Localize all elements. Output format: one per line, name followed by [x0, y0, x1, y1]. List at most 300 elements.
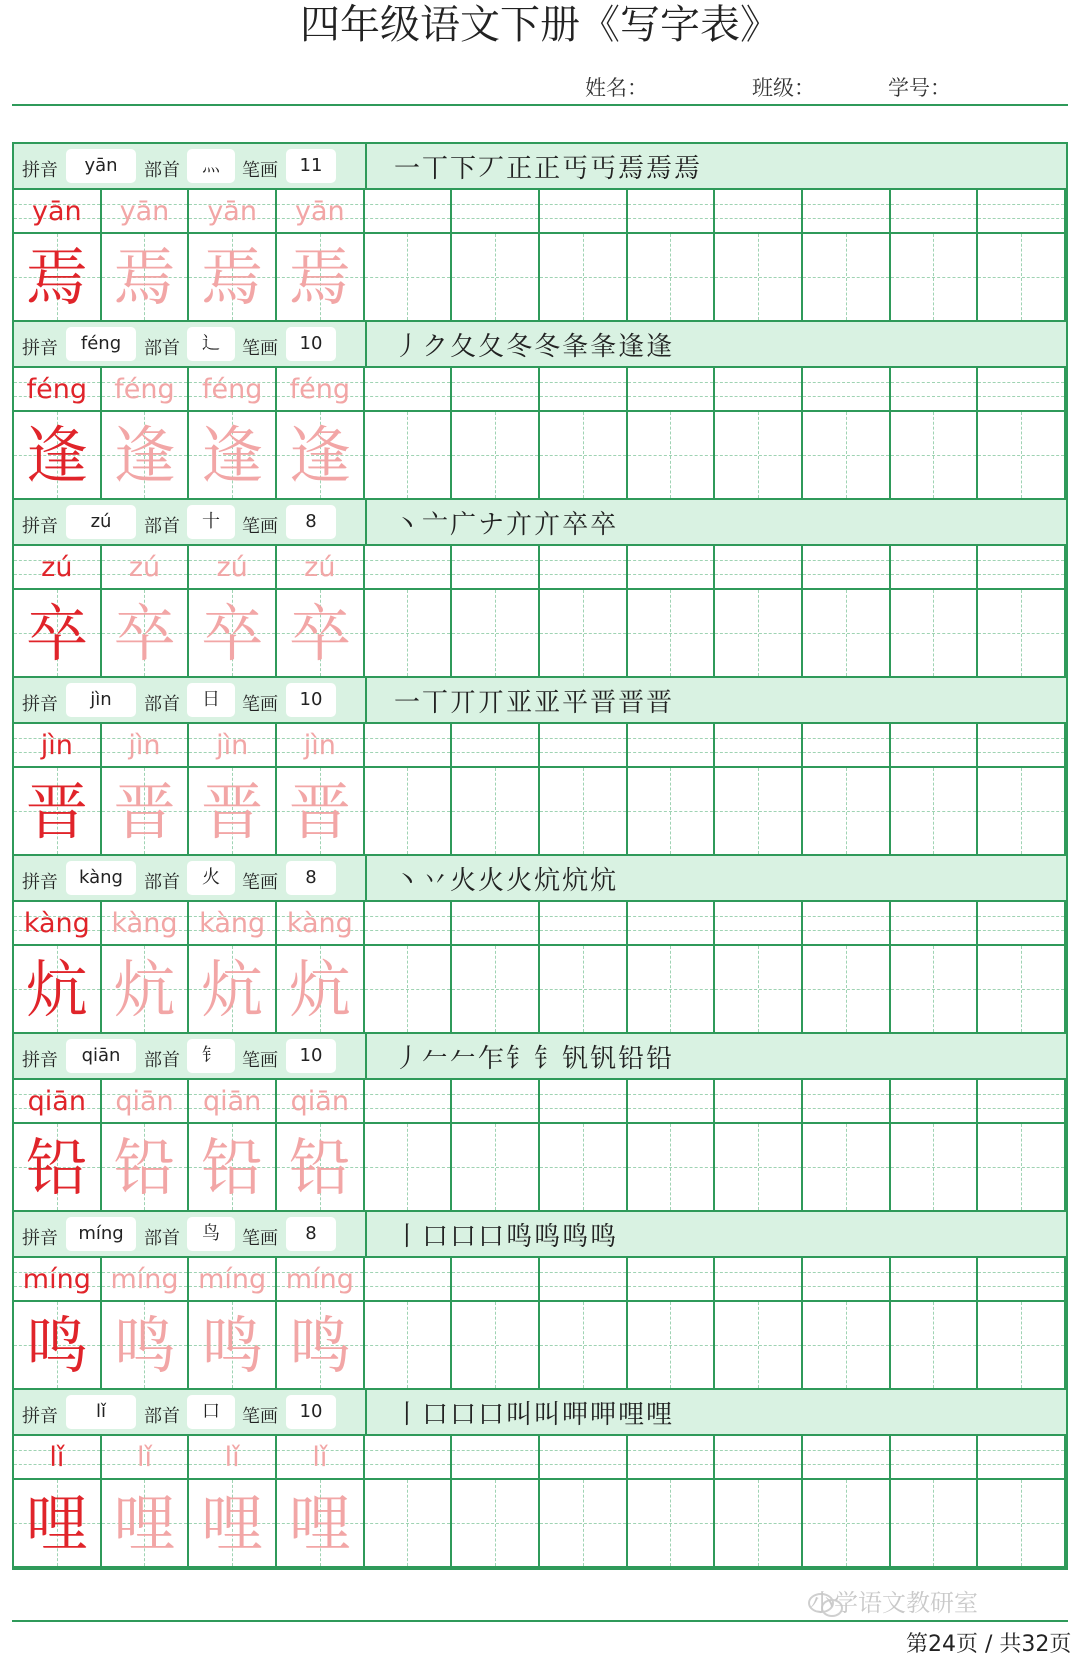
pinyin-trace: kàng — [199, 908, 266, 939]
character-info-header — [14, 1212, 1066, 1258]
header-separator — [365, 678, 367, 724]
stroke-count-value: 8 — [286, 861, 336, 895]
character-model: 逢 — [25, 419, 88, 492]
pinyin-blank-cell[interactable] — [978, 1080, 1066, 1124]
stroke-order-sequence — [394, 1216, 618, 1254]
pinyin-blank-cell[interactable] — [452, 724, 540, 768]
character-blank-cell[interactable] — [891, 590, 979, 678]
character-practice-cell — [102, 946, 190, 1034]
pinyin-blank-cell[interactable] — [978, 368, 1066, 412]
pinyin-blank-cell[interactable] — [540, 1436, 628, 1480]
pinyin-blank-cell[interactable] — [540, 724, 628, 768]
pinyin-blank-cell[interactable] — [540, 368, 628, 412]
character-blank-cell[interactable] — [452, 768, 540, 856]
character-blank-cell[interactable] — [540, 234, 628, 322]
stroke-step: 平 — [562, 688, 591, 718]
character-practice-cell — [102, 1302, 190, 1390]
character-trace: 鸣 — [288, 1309, 351, 1382]
character-blank-cell[interactable] — [540, 1480, 628, 1568]
pinyin-blank-cell[interactable] — [715, 1436, 803, 1480]
pinyin-practice-cell — [102, 724, 190, 768]
pinyin-blank-cell[interactable] — [365, 902, 453, 946]
pinyin-blank-cell[interactable] — [891, 724, 979, 768]
character-blank-cell[interactable] — [978, 1302, 1066, 1390]
pinyin-blank-cell[interactable] — [628, 902, 716, 946]
pinyin-trace: qiān — [203, 1086, 262, 1117]
character-blank-cell[interactable] — [715, 1302, 803, 1390]
pinyin-blank-cell[interactable] — [628, 1080, 716, 1124]
pinyin-label: 拼音 — [22, 160, 58, 181]
character-blank-cell[interactable] — [628, 946, 716, 1034]
radical-label: 部首 — [144, 872, 180, 893]
stroke-step: 丌 — [450, 688, 479, 718]
pinyin-blank-cell[interactable] — [978, 1436, 1066, 1480]
pinyin-blank-cell[interactable] — [452, 190, 540, 234]
character-model: 炕 — [25, 953, 88, 1026]
pinyin-blank-cell[interactable] — [978, 546, 1066, 590]
character-blank-cell[interactable] — [452, 1480, 540, 1568]
character-practice-cell — [277, 768, 365, 856]
radical-value: 火 — [187, 861, 235, 895]
character-block — [14, 1390, 1066, 1569]
stroke-order-sequence — [394, 1038, 674, 1076]
stroke-step: 卒 — [590, 510, 619, 540]
pinyin-trace: lǐ — [136, 1442, 152, 1473]
pinyin-label: 拼音 — [22, 872, 58, 893]
character-blank-cell[interactable] — [715, 768, 803, 856]
character-blank-cell[interactable] — [540, 946, 628, 1034]
stroke-step: 夂 — [478, 332, 507, 362]
pinyin-practice-cell — [277, 902, 365, 946]
stroke-step: 焉 — [646, 154, 675, 184]
pinyin-blank-cell[interactable] — [540, 1258, 628, 1302]
radical-value: 十 — [187, 505, 235, 539]
character-practice-cell — [102, 1124, 190, 1212]
character-practice-cell — [102, 412, 190, 500]
stroke-step: 丿 — [394, 1044, 423, 1074]
character-blank-cell[interactable] — [715, 1480, 803, 1568]
pinyin-practice-cell — [189, 190, 277, 234]
character-info-header — [14, 144, 1066, 190]
pinyin-practice-cell — [102, 190, 190, 234]
character-practice-cell — [189, 1302, 277, 1390]
stroke-count-label: 笔画 — [242, 338, 278, 359]
character-practice-cell — [102, 768, 190, 856]
character-info-header — [14, 500, 1066, 546]
pinyin-value: qiān — [66, 1039, 136, 1073]
character-blank-cell[interactable] — [628, 412, 716, 500]
character-practice-cell — [14, 946, 102, 1034]
pinyin-blank-cell[interactable] — [978, 1258, 1066, 1302]
pinyin-practice-cell — [277, 1258, 365, 1302]
pinyin-blank-cell[interactable] — [978, 190, 1066, 234]
pinyin-practice-cell — [14, 1436, 102, 1480]
character-blank-cell[interactable] — [891, 1302, 979, 1390]
character-blank-cell[interactable] — [452, 1124, 540, 1212]
pinyin-blank-cell[interactable] — [452, 1436, 540, 1480]
pinyin-model: jìn — [40, 730, 73, 761]
stroke-count-label: 笔画 — [242, 694, 278, 715]
stroke-step: 钒 — [590, 1044, 619, 1074]
header-separator — [365, 856, 367, 902]
pinyin-trace: qiān — [115, 1086, 174, 1117]
pinyin-practice-cell — [102, 546, 190, 590]
character-blank-cell[interactable] — [803, 946, 891, 1034]
character-blank-cell[interactable] — [803, 1124, 891, 1212]
character-practice-cell — [14, 234, 102, 322]
stroke-step: 亠 — [422, 510, 451, 540]
pinyin-blank-cell[interactable] — [715, 190, 803, 234]
stroke-step: 逢 — [646, 332, 675, 362]
character-blank-cell[interactable] — [540, 412, 628, 500]
character-info-header — [14, 1390, 1066, 1436]
pinyin-model: zú — [41, 552, 73, 583]
character-blank-cell[interactable] — [715, 1124, 803, 1212]
stroke-step: 丿 — [394, 332, 423, 362]
character-trace: 炕 — [113, 953, 176, 1026]
student-number-label: 学号： — [888, 76, 951, 100]
stroke-step: 钅 — [506, 1044, 535, 1074]
pinyin-blank-cell[interactable] — [978, 724, 1066, 768]
pinyin-label: 拼音 — [22, 1406, 58, 1427]
stroke-step: 铅 — [646, 1044, 675, 1074]
stroke-step: 夆 — [562, 332, 591, 362]
character-blank-cell[interactable] — [540, 1124, 628, 1212]
pinyin-model: míng — [22, 1264, 91, 1295]
pinyin-practice-cell — [277, 724, 365, 768]
character-blank-cell[interactable] — [452, 590, 540, 678]
pinyin-blank-cell[interactable] — [452, 902, 540, 946]
character-blank-cell[interactable] — [365, 412, 453, 500]
character-blank-cell[interactable] — [891, 768, 979, 856]
stroke-step: 火 — [506, 866, 535, 896]
stroke-step: 一 — [394, 688, 423, 718]
stroke-step: 冬 — [534, 332, 563, 362]
pinyin-trace: kàng — [111, 908, 178, 939]
stroke-step: 口 — [422, 1222, 451, 1252]
character-practice-cell — [277, 1302, 365, 1390]
character-trace: 逢 — [201, 419, 264, 492]
pinyin-blank-cell[interactable] — [628, 1258, 716, 1302]
pinyin-blank-cell[interactable] — [452, 1080, 540, 1124]
character-blank-cell[interactable] — [803, 590, 891, 678]
pinyin-blank-cell[interactable] — [365, 1258, 453, 1302]
character-blank-cell[interactable] — [452, 234, 540, 322]
character-block — [14, 322, 1066, 501]
character-info-header — [14, 678, 1066, 724]
pinyin-practice-cell — [14, 190, 102, 234]
stroke-step: 叫 — [506, 1400, 535, 1430]
radical-label: 部首 — [144, 1228, 180, 1249]
stroke-step: 钒 — [562, 1044, 591, 1074]
character-blank-cell[interactable] — [978, 1480, 1066, 1568]
character-blank-cell[interactable] — [628, 1124, 716, 1212]
character-trace: 焉 — [201, 241, 264, 314]
character-info-header — [14, 322, 1066, 368]
stroke-step: 焉 — [674, 154, 703, 184]
pinyin-blank-cell[interactable] — [628, 724, 716, 768]
character-blank-cell[interactable] — [715, 412, 803, 500]
pinyin-practice-cell — [14, 368, 102, 412]
pinyin-blank-cell[interactable] — [365, 724, 453, 768]
stroke-count-value: 10 — [286, 683, 336, 717]
pinyin-blank-cell[interactable] — [715, 546, 803, 590]
stroke-order-sequence — [394, 1394, 674, 1432]
character-practice-cell — [189, 234, 277, 322]
character-practice-cell — [189, 412, 277, 500]
header-separator — [365, 500, 367, 546]
pinyin-blank-cell[interactable] — [452, 1258, 540, 1302]
stroke-step: 丅 — [422, 688, 451, 718]
stroke-step: 丶 — [394, 866, 423, 896]
pinyin-blank-cell[interactable] — [540, 546, 628, 590]
radical-value: 鸟 — [187, 1217, 235, 1251]
character-practice-cell — [189, 590, 277, 678]
character-trace: 焉 — [113, 241, 176, 314]
character-blank-cell[interactable] — [365, 590, 453, 678]
character-practice-cell — [14, 1124, 102, 1212]
stroke-order-sequence — [394, 326, 674, 364]
character-practice-cell — [102, 590, 190, 678]
pinyin-blank-cell[interactable] — [452, 546, 540, 590]
pinyin-practice-cell — [189, 368, 277, 412]
pinyin-blank-cell[interactable] — [891, 902, 979, 946]
character-practice-cell — [189, 1480, 277, 1568]
stroke-step: 炕 — [534, 866, 563, 896]
character-blank-cell[interactable] — [628, 1302, 716, 1390]
pinyin-blank-cell[interactable] — [803, 724, 891, 768]
character-blank-cell[interactable] — [803, 768, 891, 856]
pinyin-blank-cell[interactable] — [365, 368, 453, 412]
stroke-step: 逢 — [618, 332, 647, 362]
pinyin-blank-cell[interactable] — [715, 724, 803, 768]
pinyin-value: lǐ — [66, 1395, 136, 1429]
character-blank-cell[interactable] — [365, 1124, 453, 1212]
pinyin-practice-cell — [277, 1436, 365, 1480]
pinyin-blank-cell[interactable] — [803, 902, 891, 946]
character-blank-cell[interactable] — [365, 1480, 453, 1568]
character-blank-cell[interactable] — [803, 1302, 891, 1390]
character-trace: 晋 — [201, 775, 264, 848]
character-blank-cell[interactable] — [978, 234, 1066, 322]
stroke-step: 炕 — [590, 866, 619, 896]
pinyin-blank-cell[interactable] — [715, 368, 803, 412]
pinyin-blank-cell[interactable] — [803, 1258, 891, 1302]
stroke-order-sequence — [394, 682, 674, 720]
character-info-header — [14, 1034, 1066, 1080]
pinyin-blank-cell[interactable] — [628, 1436, 716, 1480]
footer-divider — [12, 1620, 1068, 1622]
pinyin-blank-cell[interactable] — [628, 546, 716, 590]
stroke-step: 炕 — [562, 866, 591, 896]
stroke-step: 鸣 — [506, 1222, 535, 1252]
character-blank-cell[interactable] — [365, 768, 453, 856]
pinyin-blank-cell[interactable] — [803, 546, 891, 590]
stroke-step: 冬 — [506, 332, 535, 362]
stroke-step: 丆 — [478, 154, 507, 184]
pinyin-practice-cell — [277, 368, 365, 412]
radical-label: 部首 — [144, 160, 180, 181]
character-blank-cell[interactable] — [978, 1124, 1066, 1212]
pinyin-value: yān — [66, 149, 136, 183]
character-practice-cell — [14, 590, 102, 678]
pinyin-practice-cell — [189, 546, 277, 590]
stroke-step: 𠂉 — [422, 1044, 451, 1074]
pinyin-blank-cell[interactable] — [365, 1436, 453, 1480]
pinyin-practice-cell — [277, 190, 365, 234]
pinyin-blank-cell[interactable] — [803, 190, 891, 234]
character-blank-cell[interactable] — [628, 234, 716, 322]
pinyin-model: yān — [32, 196, 82, 227]
stroke-step: 口 — [422, 1400, 451, 1430]
pinyin-blank-cell[interactable] — [715, 1258, 803, 1302]
character-blank-cell[interactable] — [628, 768, 716, 856]
character-blank-cell[interactable] — [628, 1480, 716, 1568]
pinyin-trace: féng — [289, 374, 351, 405]
character-practice-cell — [189, 1124, 277, 1212]
character-trace: 哩 — [288, 1487, 351, 1560]
pinyin-blank-cell[interactable] — [891, 190, 979, 234]
pinyin-blank-cell[interactable] — [715, 1080, 803, 1124]
stroke-count-label: 笔画 — [242, 872, 278, 893]
radical-value: 口 — [187, 1395, 235, 1429]
character-blank-cell[interactable] — [978, 412, 1066, 500]
page-number: 第24页 / 共32页 — [906, 1632, 1072, 1657]
character-blank-cell[interactable] — [628, 590, 716, 678]
pinyin-blank-cell[interactable] — [452, 368, 540, 412]
character-blank-cell[interactable] — [803, 412, 891, 500]
character-blank-cell[interactable] — [715, 234, 803, 322]
radical-label: 部首 — [144, 1050, 180, 1071]
stroke-step: 夂 — [450, 332, 479, 362]
character-blank-cell[interactable] — [715, 946, 803, 1034]
pinyin-blank-cell[interactable] — [978, 902, 1066, 946]
character-trace: 卒 — [288, 597, 351, 670]
character-blank-cell[interactable] — [891, 1124, 979, 1212]
character-blank-cell[interactable] — [540, 590, 628, 678]
pinyin-practice-cell — [189, 1080, 277, 1124]
character-blank-cell[interactable] — [715, 590, 803, 678]
character-model: 铅 — [25, 1131, 88, 1204]
pinyin-blank-cell[interactable] — [803, 1080, 891, 1124]
header-divider — [12, 104, 1068, 106]
class-label: 班级： — [752, 76, 815, 100]
stroke-step: 一 — [394, 154, 423, 184]
character-blank-cell[interactable] — [978, 946, 1066, 1034]
character-blank-cell[interactable] — [365, 946, 453, 1034]
stroke-count-label: 笔画 — [242, 160, 278, 181]
character-blank-cell[interactable] — [803, 1480, 891, 1568]
character-blank-cell[interactable] — [365, 1302, 453, 1390]
character-blank-cell[interactable] — [540, 768, 628, 856]
pinyin-blank-cell[interactable] — [715, 902, 803, 946]
stroke-step: 口 — [478, 1400, 507, 1430]
pinyin-trace: míng — [198, 1264, 267, 1295]
character-block — [14, 678, 1066, 857]
character-blank-cell[interactable] — [540, 1302, 628, 1390]
stroke-count-value: 8 — [286, 1217, 336, 1251]
character-blank-cell[interactable] — [978, 590, 1066, 678]
pinyin-blank-cell[interactable] — [540, 190, 628, 234]
character-practice-cell — [14, 412, 102, 500]
pinyin-blank-cell[interactable] — [628, 190, 716, 234]
pinyin-blank-cell[interactable] — [365, 1080, 453, 1124]
character-blank-cell[interactable] — [891, 234, 979, 322]
stroke-count-value: 11 — [286, 149, 336, 183]
pinyin-practice-cell — [277, 1080, 365, 1124]
character-blank-cell[interactable] — [803, 234, 891, 322]
pinyin-blank-cell[interactable] — [803, 368, 891, 412]
header-separator — [365, 1390, 367, 1436]
stroke-step: 丷 — [422, 866, 451, 896]
pinyin-blank-cell[interactable] — [540, 1080, 628, 1124]
pinyin-model: féng — [26, 374, 88, 405]
pinyin-blank-cell[interactable] — [891, 1436, 979, 1480]
character-practice-cell — [14, 1480, 102, 1568]
character-blank-cell[interactable] — [452, 1302, 540, 1390]
pinyin-blank-cell[interactable] — [365, 190, 453, 234]
stroke-step: 焉 — [618, 154, 647, 184]
pinyin-label: 拼音 — [22, 338, 58, 359]
pinyin-blank-cell[interactable] — [803, 1436, 891, 1480]
stroke-step: 口 — [478, 1222, 507, 1252]
pinyin-blank-cell[interactable] — [891, 368, 979, 412]
pinyin-blank-cell[interactable] — [540, 902, 628, 946]
pinyin-trace: jìn — [303, 730, 336, 761]
character-blank-cell[interactable] — [891, 946, 979, 1034]
pinyin-blank-cell[interactable] — [891, 546, 979, 590]
pinyin-blank-cell[interactable] — [891, 1258, 979, 1302]
character-blank-cell[interactable] — [452, 946, 540, 1034]
character-trace: 晋 — [288, 775, 351, 848]
character-model: 晋 — [25, 775, 88, 848]
pinyin-practice-cell — [189, 902, 277, 946]
pinyin-label: 拼音 — [22, 1050, 58, 1071]
pinyin-practice-cell — [14, 724, 102, 768]
character-blank-cell[interactable] — [365, 234, 453, 322]
stroke-order-sequence — [394, 860, 618, 898]
pinyin-label: 拼音 — [22, 1228, 58, 1249]
pinyin-practice-cell — [102, 368, 190, 412]
character-blank-cell[interactable] — [891, 412, 979, 500]
character-block — [14, 500, 1066, 679]
character-block — [14, 1034, 1066, 1213]
pinyin-blank-cell[interactable] — [365, 546, 453, 590]
character-trace: 逢 — [288, 419, 351, 492]
character-practice-cell — [14, 768, 102, 856]
character-blank-cell[interactable] — [978, 768, 1066, 856]
character-trace: 哩 — [201, 1487, 264, 1560]
pinyin-trace: qiān — [290, 1086, 349, 1117]
pinyin-trace: yān — [119, 196, 170, 227]
character-practice-cell — [189, 946, 277, 1034]
stroke-step: 下 — [450, 154, 479, 184]
pinyin-blank-cell[interactable] — [891, 1080, 979, 1124]
radical-value: 钅 — [187, 1039, 235, 1073]
character-trace: 鸣 — [113, 1309, 176, 1382]
pinyin-practice-cell — [189, 1258, 277, 1302]
character-practice-cell — [189, 768, 277, 856]
radical-label: 部首 — [144, 516, 180, 537]
pinyin-practice-cell — [14, 546, 102, 590]
character-blank-cell[interactable] — [452, 412, 540, 500]
pinyin-blank-cell[interactable] — [628, 368, 716, 412]
character-practice-cell — [277, 1124, 365, 1212]
character-blank-cell[interactable] — [891, 1480, 979, 1568]
pinyin-trace: zú — [216, 552, 248, 583]
stroke-step: 火 — [478, 866, 507, 896]
header-separator — [365, 1212, 367, 1258]
